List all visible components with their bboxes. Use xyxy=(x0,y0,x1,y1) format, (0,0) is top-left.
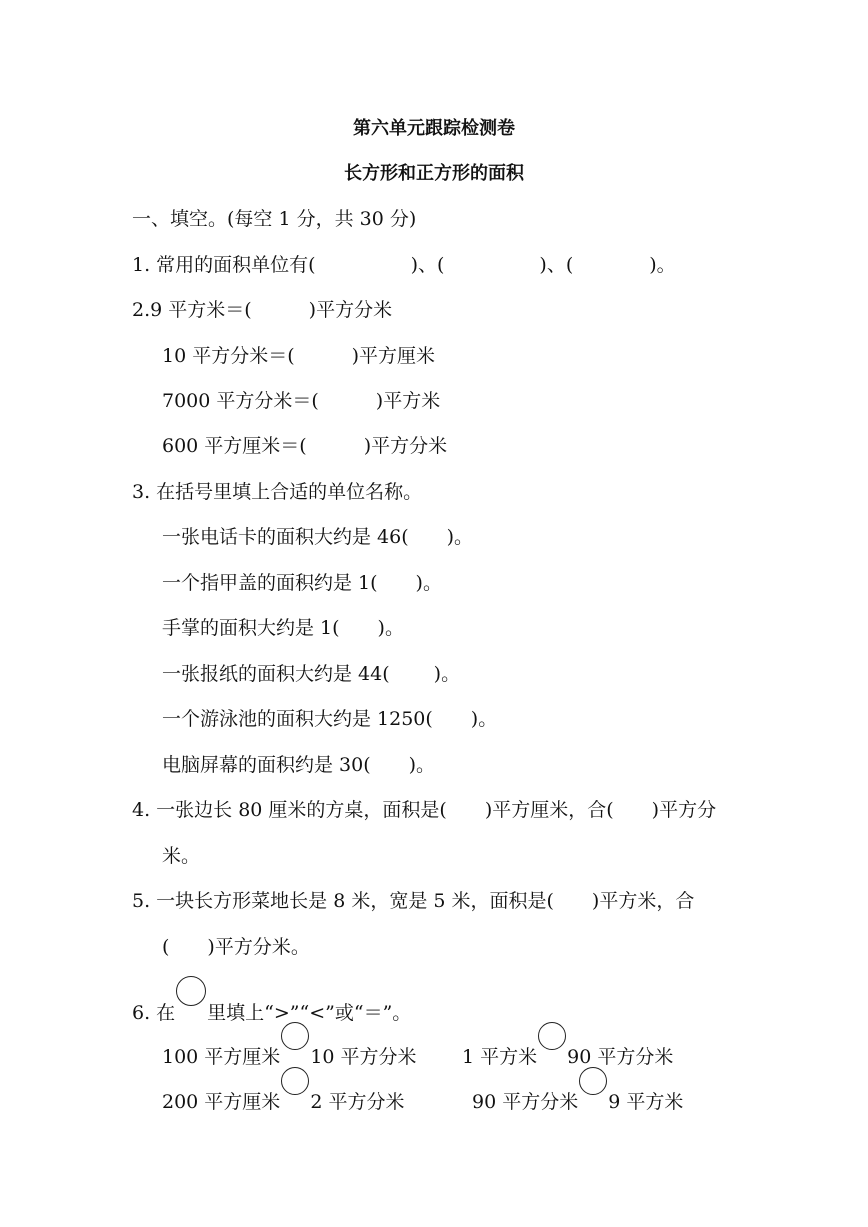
question-5-line1: 5. 一块长方形菜地长是 8 米，宽是 5 米，面积是( )平方米，合 xyxy=(132,890,695,912)
page-title: 第六单元跟踪检测卷 xyxy=(353,118,515,139)
comparison-item xyxy=(472,1081,683,1114)
question-2-line: 7000 平方分米＝( )平方米 xyxy=(162,390,441,412)
question-2-line: 600 平方厘米＝( )平方分米 xyxy=(162,435,448,457)
answer-circle[interactable] xyxy=(176,976,206,1006)
question-2-line: 2.9 平方米＝( )平方分米 xyxy=(132,299,393,321)
section-heading: 一、填空。(每空 1 分，共 30 分) xyxy=(132,208,417,230)
comparison-left: 90 平方分米 xyxy=(472,1091,579,1113)
answer-circle[interactable] xyxy=(281,1022,309,1050)
comparison-left: 200 平方厘米 xyxy=(162,1091,281,1113)
question-3-intro: 3. 在括号里填上合适的单位名称。 xyxy=(132,481,423,503)
page-subtitle: 长方形和正方形的面积 xyxy=(344,163,524,184)
question-2-line: 10 平方分米＝( )平方厘米 xyxy=(162,345,436,367)
question-6-instruction xyxy=(132,990,411,1025)
question-3-item: 一个指甲盖的面积约是 1( )。 xyxy=(162,572,442,594)
comparison-right: 10 平方分米 xyxy=(310,1046,417,1068)
comparison-right: 90 平方分米 xyxy=(567,1046,674,1068)
comparison-item xyxy=(462,1036,673,1069)
comparison-right: 2 平方分米 xyxy=(310,1091,405,1113)
question-6-suffix: 里填上“>”“<”或“＝”。 xyxy=(207,1002,412,1024)
question-3-item: 电脑屏幕的面积约是 30( )。 xyxy=(162,754,436,776)
answer-circle[interactable] xyxy=(579,1067,607,1095)
question-3-item: 一张报纸的面积大约是 44( )。 xyxy=(162,663,461,685)
question-3-item: 一个游泳池的面积大约是 1250( )。 xyxy=(162,708,498,730)
question-6-prefix: 6. 在 xyxy=(132,1002,176,1024)
comparison-item xyxy=(162,1036,417,1069)
answer-circle[interactable] xyxy=(538,1022,566,1050)
question-5-line2: ( )平方分米。 xyxy=(162,936,310,958)
comparison-left: 1 平方米 xyxy=(462,1046,538,1068)
question-4-line2: 米。 xyxy=(162,845,201,867)
comparison-right: 9 平方米 xyxy=(608,1091,684,1113)
comparison-left: 100 平方厘米 xyxy=(162,1046,281,1068)
question-1: 1. 常用的面积单位有( )、( )、( )。 xyxy=(132,254,676,276)
comparison-item xyxy=(162,1081,404,1114)
answer-circle[interactable] xyxy=(281,1067,309,1095)
question-4-line1: 4. 一张边长 80 厘米的方桌，面积是( )平方厘米，合( )平方分 xyxy=(132,799,717,821)
question-3-item: 手掌的面积大约是 1( )。 xyxy=(162,617,404,639)
question-3-item: 一张电话卡的面积大约是 46( )。 xyxy=(162,526,474,548)
